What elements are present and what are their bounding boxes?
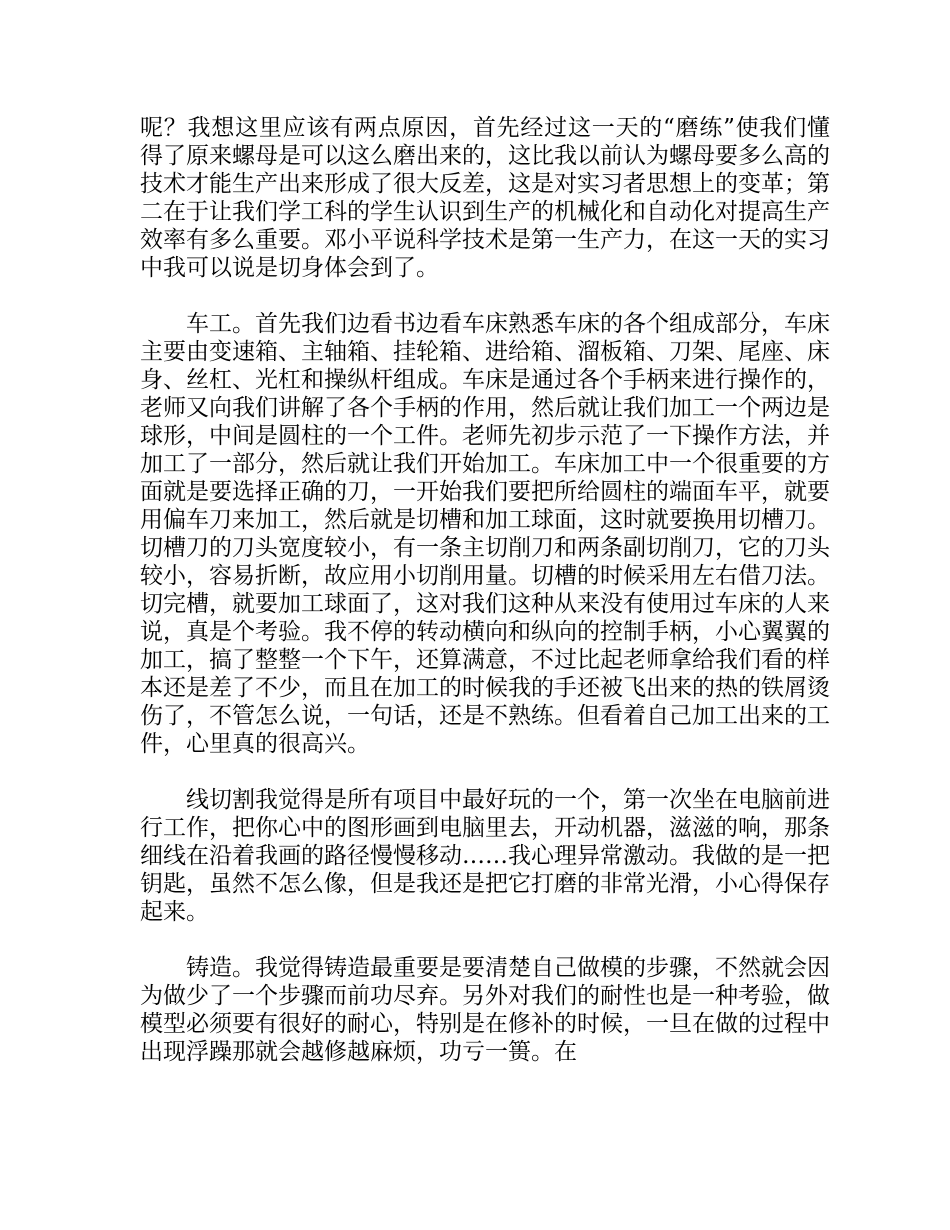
document-body bbox=[140, 114, 830, 1066]
paragraph-continued: 呢？我想这里应该有两点原因，首先经过这一天的“磨练”使我们懂得了原来螺母是可以这么磨出来的，这比我以前认为螺母要多么高的技术才能生产出来形成了很大反差，这是对实习者思想上的变革；第二在于让我们学工科的学生认识到生产的机械化和自动化对提高生产效率有多么重要。邓小平说科学技术是第一生产力，在这一天的实习中我可以说是切身体会到了。 bbox=[140, 115, 830, 281]
paragraph-lathe: 车工。首先我们边看书边看车床熟悉车床的各个组成部分，车床主要由变速箱、主轴箱、挂轮箱、进给箱、溜板箱、刀架、尾座、床身、丝杠、光杠和操纵杆组成。车床是通过各个手柄来进行操作的，老师又向我们讲解了各个手柄的作用，然后就让我们加工一个两边是球形，中间是圆柱的一个工件。老师先初步示范了一下操作方法，并加工了一部分，然后就让我们开始加工。车床加工中一个很重要的方面就是要选择正确的刀，一开始我们要把所给圆柱的端面车平，就要用偏车刀来加工，然后就是切槽和加工球面，这时就要换用切槽刀。切槽刀的刀头宽度较小，有一条主切削刀和两条副切削刀，它的刀头较小，容易折断，故应用小切削用量。切槽的时候采用左右借刀法。切完槽，就要加工球面了，这对我们这种从来没有使用过车床的人来说，真是个考验。我不停的转动横向和纵向的控制手柄，小心翼翼的加工，搞了整整一个下午，还算满意，不过比起老师拿给我们看的样本还是差了不少，而且在加工的时候我的手还被飞出来的热的铁屑烫伤了，不管怎么说，一句话，还是不熟练。但看着自己加工出来的工件，心里真的很高兴。 bbox=[140, 311, 830, 757]
paragraph-wire-cutting: 线切割我觉得是所有项目中最好玩的一个，第一次坐在电脑前进行工作，把你心中的图形画到电脑里去，开动机器，滋滋的响，那条细线在沿着我画的路径慢慢移动……我心理异常激动。我做的是一把钥匙，虽然不怎么像，但是我还是把它打磨的非常光滑，小心得保存起来。 bbox=[140, 787, 830, 925]
paragraph-casting: 铸造。我觉得铸造最重要是要清楚自己做模的步骤，不然就会因为做少了一个步骤而前功尽弃。另外对我们的耐性也是一种考验，做模型必须要有很好的耐心，特别是在修补的时候，一旦在做的过程中出现浮躁那就会越修越麻烦，功亏一篑。在 bbox=[140, 955, 830, 1065]
